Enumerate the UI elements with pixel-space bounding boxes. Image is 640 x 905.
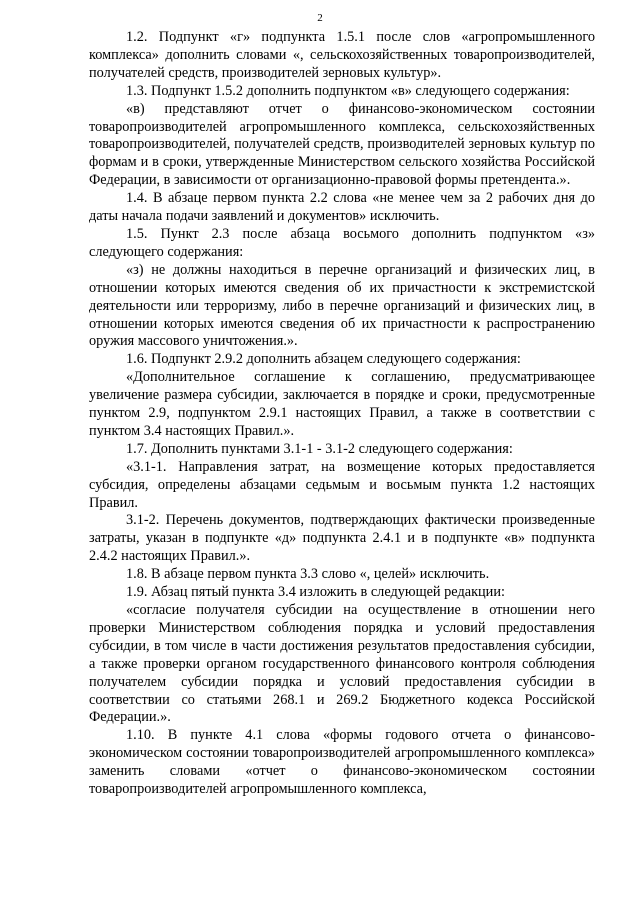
paragraph-1-5: 1.5. Пункт 2.3 после абзаца восьмого дополнить подпунктом «з» следующего содержания:: [89, 225, 595, 260]
paragraph-1-6: 1.6. Подпункт 2.9.2 дополнить абзацем следующего содержания:: [126, 351, 521, 368]
paragraph-1-9-quote: «согласие получателя субсидии на осуществление в отношении него проверки Министерством соблюдения порядка и условий предоставления субсидии, в том числе в части достижения результатов предоставления субсидии, а также проверки органом государственного финансового контроля соблюдения получателем субсидии порядка и условий предоставления субсидии в соответствии со статьями 268.1 и 269.2 Бюджетного кодекса Российской Федерации.».: [89, 602, 595, 726]
paragraph-3-1-2: 3.1-2. Перечень документов, подтверждающих фактически произведенные затраты, указан в подпункте «д» подпункта 2.4.1 и в подпункте «в» подпункта 2.4.2 настоящих Правил.».: [89, 512, 595, 565]
paragraph-1-10: 1.10. В пункте 4.1 слова «формы годового отчета о финансово-экономическом состоянии товаропроизводителей агропромышленного комплекса» заменить словами «отчет о финансово-экономическом состоянии товаропроизводителей агропромышленного комплекса,: [89, 727, 595, 798]
document-body: [89, 29, 595, 799]
paragraph-1-4: 1.4. В абзаце первом пункта 2.2 слова «не менее чем за 2 рабочих дня до даты начала подачи заявлений и документов» исключить.: [89, 190, 595, 225]
paragraph-1-9: 1.9. Абзац пятый пункта 3.4 изложить в следующей редакции:: [126, 584, 505, 601]
paragraph-1-3-subpoint-v: «в) представляют отчет о финансово-экономическом состоянии товаропроизводителей агропромышленного комплекса, сельскохозяйственных товаропроизводителей, получателей средств, производителей зерновых культур по формам и в сроки, утвержденные Министерством сельского хозяйства Российской Федерации, в зависимости от организационно-правовой формы претендента.».: [89, 100, 595, 189]
paragraph-1-8: 1.8. В абзаце первом пункта 3.3 слово «, целей» исключить.: [126, 566, 490, 583]
paragraph-3-1-1: «3.1-1. Направления затрат, на возмещение которых предоставляется субсидия, определены абзацами седьмым и восьмым пункта 1.2 настоящих Правил.: [89, 458, 595, 511]
paragraph-1-7: 1.7. Дополнить пунктами 3.1-1 - 3.1-2 следующего содержания:: [126, 440, 513, 457]
paragraph-1-2: 1.2. Подпункт «г» подпункта 1.5.1 после слов «агропромышленного комплекса» дополнить словами «, сельскохозяйственных товаропроизводителей, получателей средств, производителей зерновых культур».: [89, 29, 595, 81]
paragraph-1-3: 1.3. Подпункт 1.5.2 дополнить подпунктом «в» следующего содержания:: [126, 82, 570, 99]
paragraph-1-6-quote: «Дополнительное соглашение к соглашению, предусматривающее увеличение размера субсидии, заключается в порядке и сроки, предусмотренные пунктом 2.9, подпунктом 2.9.1 настоящих Правил, а также в соответствии с пунктом 3.4 настоящих Правил.».: [89, 369, 595, 439]
paragraph-1-5-subpoint-z: «з) не должны находиться в перечне организаций и физических лиц, в отношении которых имеются сведения об их причастности к экстремистской деятельности или терроризму, либо в перечне организаций и физических лиц, в отношении которых имеются сведения об их причастности к распространению оружия массового уничтожения.».: [89, 261, 595, 350]
page-number: 2: [317, 12, 323, 24]
